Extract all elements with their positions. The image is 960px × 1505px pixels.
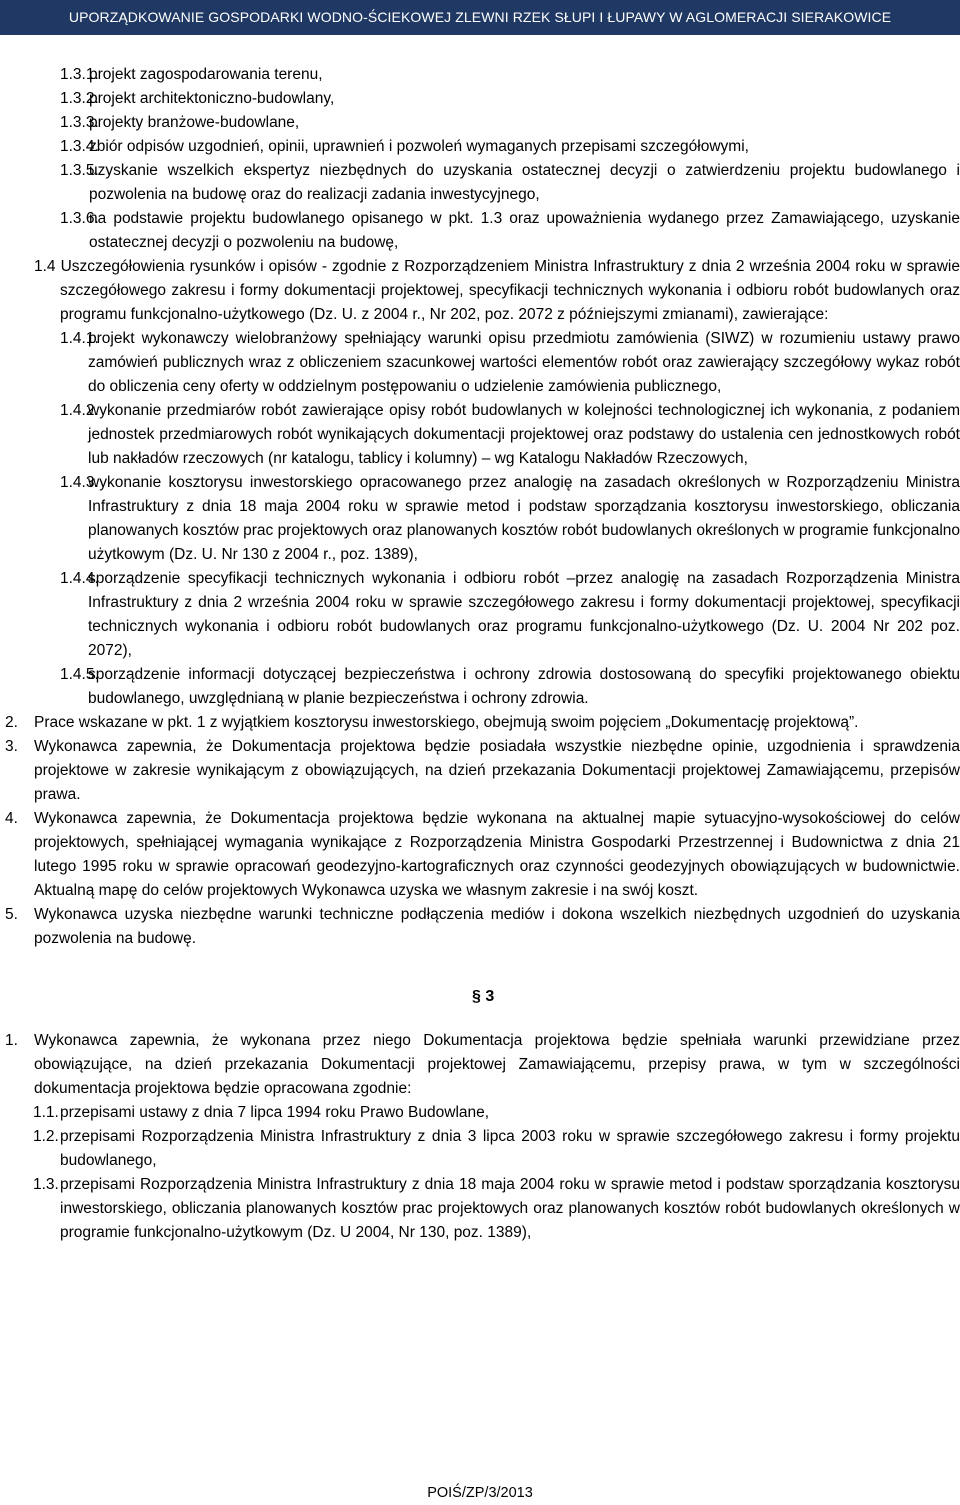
item-number: 1.4.3. — [60, 474, 99, 491]
item-text: przepisami ustawy z dnia 7 lipca 1994 roku Prawo Budowlane, — [60, 1104, 490, 1121]
item-number: 1.3.4. — [60, 138, 99, 155]
item-number: 1.3.1. — [60, 66, 99, 83]
item-text: sporządzenie specyfikacji technicznych wykonania i odbioru robót –przez analogię na zasadach Rozporządzenia Ministra Infrastruktury z dnia 2 września 2004 roku w sprawie szczegółowego zakresu i formy dokumentacji projektowej, specyfikacji technicznych wykonania i odbioru robót budowlanych oraz programu funkcjonalno-użytkowego (Dz. U. 2004 Nr 202 poz. 2072), — [88, 570, 960, 659]
item-text: uzyskanie wszelkich ekspertyz niezbędnych do uzyskania ostatecznej decyzji o zatwierdzeniu projektu budowlanego i pozwolenia na budowę oraz do realizacji zadania inwestycyjnego, — [89, 162, 960, 203]
item-number: 1. — [5, 1032, 18, 1049]
item-text: przepisami Rozporządzenia Ministra Infrastruktury z dnia 3 lipca 2003 roku w sprawie szczegółowego zakresu i formy projektu budowlanego, — [60, 1128, 960, 1169]
list-item — [5, 135, 960, 159]
item-number: 1.3. — [33, 1176, 59, 1193]
list-item — [5, 63, 960, 87]
item-number: 1.3.2. — [60, 90, 99, 107]
item-text: projekt zagospodarowania terenu, — [89, 66, 323, 83]
item-number: 1.3.3. — [60, 114, 99, 131]
list-item — [5, 471, 960, 567]
item-number: 1.4.2. — [60, 402, 99, 419]
item-number: 1.4 — [34, 258, 56, 275]
document-header — [0, 0, 960, 35]
item-number: 1.4.1. — [60, 330, 99, 347]
item-number: 1.2. — [33, 1128, 59, 1145]
item-number: 5. — [5, 906, 18, 923]
list-item — [5, 255, 960, 327]
item-text: przepisami Rozporządzenia Ministra Infrastruktury z dnia 18 maja 2004 roku w sprawie metod i podstaw sporządzania kosztorysu inwestorskiego, obliczania planowanych kosztów prac projektowych oraz planowanych kosztów robót budowlanych określonych w programie funkcjonalno-użytkowym (Dz. U 2004, Nr 130, poz. 1389), — [60, 1176, 960, 1241]
list-item — [5, 567, 960, 663]
list-item — [5, 735, 960, 807]
item-number: 1.3.5. — [60, 162, 99, 179]
item-text: wykonanie przedmiarów robót zawierające opisy robót budowlanych w kolejności technologicznej ich wykonania, z podaniem jednostek przedmiarowych robót wynikających dokumentacji projektowej oraz podstawy do ustalenia cen jednostkowych robót lub nakładów rzeczowych (nr katalogu, tablicy i kolumny) – wg Katalogu Nakładów Rzeczowych, — [88, 402, 960, 467]
item-text: na podstawie projektu budowlanego opisanego w pkt. 1.3 oraz upoważnienia wydanego przez Zamawiającego, uzyskanie ostatecznej decyzji o pozwoleniu na budowę, — [89, 210, 960, 251]
list-item — [5, 87, 960, 111]
item-text: Prace wskazane w pkt. 1 z wyjątkiem kosztorysu inwestorskiego, obejmują swoim pojęciem „Dokumentację projektową”. — [34, 714, 859, 731]
item-number: 1.1. — [33, 1104, 59, 1121]
item-text: Wykonawca zapewnia, że wykonana przez niego Dokumentacja projektowa będzie spełniała warunki przewidziane przez obowiązujące, na dzień przekazania Dokumentacji projektowej Zamawiającemu, przepisy prawa, w tym w szczególności dokumentacja projektowa będzie opracowana zgodnie: — [34, 1032, 960, 1097]
section-heading — [5, 985, 960, 1009]
section-label: § 3 — [472, 988, 495, 1005]
list-item — [5, 207, 960, 255]
list-item — [5, 1173, 960, 1245]
list-item — [5, 399, 960, 471]
item-number: 3. — [5, 738, 18, 755]
list-item — [5, 111, 960, 135]
list-item — [5, 711, 960, 735]
list-item — [5, 1029, 960, 1101]
item-number: 2. — [5, 714, 18, 731]
item-text: projekt architektoniczno-budowlany, — [89, 90, 335, 107]
item-text: projekt wykonawczy wielobranżowy spełniający warunki opisu przedmiotu zamówienia (SIWZ) w rozumieniu ustawy prawo zamówień publicznych wraz z obliczeniem szacunkowej wartości elementów robót oraz zawierający szczegółowy wykaz robót do obliczenia ceny oferty w oddzielnym postępowaniu o udzielenie zamówienia publicznego, — [88, 330, 960, 395]
list-item — [5, 807, 960, 903]
item-number: 1.4.4. — [60, 570, 99, 587]
document-footer — [0, 1483, 960, 1503]
list-item — [5, 159, 960, 207]
item-number: 4. — [5, 810, 18, 827]
item-text: Wykonawca zapewnia, że Dokumentacja projektowa będzie posiadała wszystkie niezbędne opinie, uzgodnienia i sprawdzenia projektowe w zakresie wynikającym z obowiązujących, na dzień przekazania Dokumentacji projektowej Zamawiającemu, przepisów prawa. — [34, 738, 960, 803]
item-number: 1.3.6. — [60, 210, 99, 227]
item-text: Uszczegółowienia rysunków i opisów - zgodnie z Rozporządzeniem Ministra Infrastruktury z dnia 2 września 2004 roku w sprawie szczegółowego zakresu i formy dokumentacji projektowej, specyfikacji technicznych wykonania i odbioru robót budowlanych oraz programu funkcjonalno-użytkowego (Dz. U. z 2004 r., Nr 202, poz. 2072 z późniejszymi zmianami), zawierające: — [60, 258, 960, 323]
item-text: Wykonawca zapewnia, że Dokumentacja projektowa będzie wykonana na aktualnej mapie sytuacyjno-wysokościowej do celów projektowych, spełniającej wymagania wynikające z Rozporządzenia Ministra Gospodarki Przestrzennej i Budownictwa z dnia 21 lutego 1995 roku w sprawie opracowań geodezyjno-kartograficznych oraz czynności geodezyjnych obowiązujących w budownictwie. Aktualną mapę do celów projektowych Wykonawca uzyska we własnym zakresie i na swój koszt. — [34, 810, 960, 899]
item-text: sporządzenie informacji dotyczącej bezpieczeństwa i ochrony zdrowia dostosowaną do specyfiki projektowanego obiektu budowlanego, uwzględnianą w planie bezpieczeństwa i ochrony zdrowia. — [88, 666, 960, 707]
item-text: wykonanie kosztorysu inwestorskiego opracowanego przez analogię na zasadach określonych w Rozporządzeniu Ministra Infrastruktury z dnia 18 maja 2004 roku w sprawie metod i podstaw sporządzania kosztorysu inwestorskiego, obliczania planowanych kosztów prac projektowych oraz planowanych kosztów robót budowlanych określonych w programie funkcjonalno użytkowym (Dz. U. Nr 130 z 2004 r., poz. 1389), — [88, 474, 960, 563]
item-text: projekty branżowe-budowlane, — [89, 114, 300, 131]
list-item — [5, 903, 960, 951]
item-text: Wykonawca uzyska niezbędne warunki techniczne podłączenia mediów i dokona wszelkich niezbędnych uzgodnień do uzyskania pozwolenia na budowę. — [34, 906, 960, 947]
document-body — [5, 63, 960, 1245]
item-text: zbiór odpisów uzgodnień, opinii, uprawnień i pozwoleń wymaganych przepisami szczegółowymi, — [89, 138, 749, 155]
header-title: UPORZĄDKOWANIE GOSPODARKI WODNO-ŚCIEKOWEJ ZLEWNI RZEK SŁUPI I ŁUPAWY W AGLOMERACJI SIERAKOWICE — [68, 9, 892, 25]
list-item — [5, 1101, 960, 1125]
footer-code: POIŚ/ZP/3/2013 — [427, 1485, 533, 1501]
list-item — [5, 327, 960, 399]
item-number: 1.4.5. — [60, 666, 99, 683]
list-item — [5, 663, 960, 711]
list-item — [5, 1125, 960, 1173]
